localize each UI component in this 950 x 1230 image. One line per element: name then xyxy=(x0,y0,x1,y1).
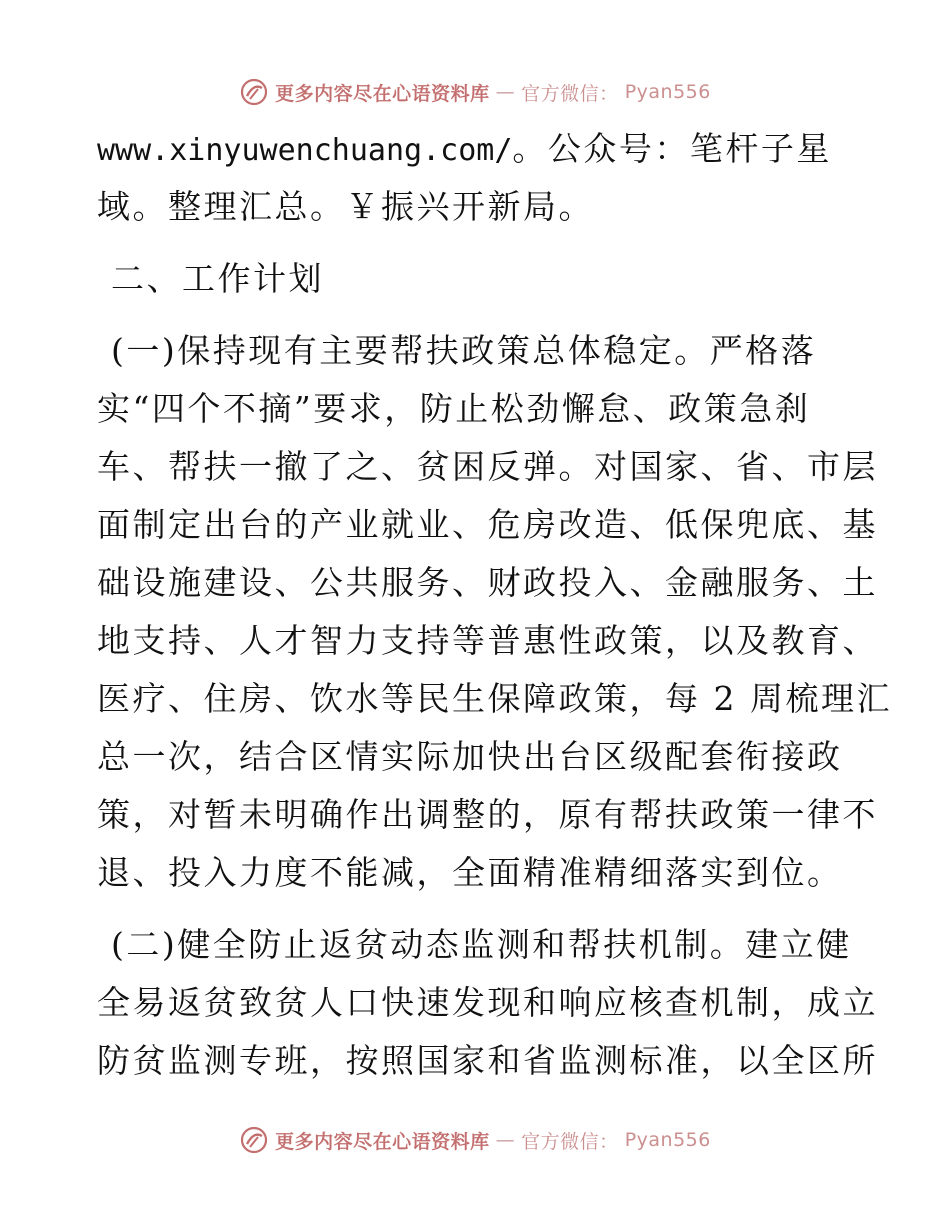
text-line: 域。整理汇总。￥振兴开新局。 xyxy=(97,187,594,226)
watermark-contact-id: Pyan556 xyxy=(624,81,711,103)
text-line: 防贫监测专班，按照国家和省监测标准，以全区所 xyxy=(97,1041,878,1080)
text-line: 实“四个不摘”要求，防止松劲懈怠、政策急刹 xyxy=(97,389,811,428)
watermark-title: 更多内容尽在心语资料库 xyxy=(275,82,490,105)
brand-logo-icon xyxy=(239,77,269,107)
document-body xyxy=(97,120,892,1090)
watermark-contact-label: 官方微信： xyxy=(521,1130,619,1153)
watermark-separator: — xyxy=(495,81,516,103)
text-line: 全易返贫致贫人口快速发现和响应核查机制，成立 xyxy=(97,983,878,1022)
text-line: 础设施建设、公共服务、财政投入、金融服务、土 xyxy=(97,563,878,602)
text-line: 面制定出台的产业就业、危房改造、低保兜底、基 xyxy=(97,505,878,544)
footer-watermark xyxy=(0,1120,950,1160)
watermark-contact-id: Pyan556 xyxy=(624,1129,711,1151)
watermark-title: 更多内容尽在心语资料库 xyxy=(275,1130,490,1153)
text-line: 策，对暂未明确作出调整的，原有帮扶政策一律不 xyxy=(97,795,878,834)
brand-logo-icon xyxy=(239,1125,269,1155)
text-line: 总一次，结合区情实际加快出台区级配套衔接政 xyxy=(97,737,843,776)
header-watermark xyxy=(0,72,950,112)
paragraph-first-line: (二)健全防止返贫动态监测和帮扶机制。建立健 xyxy=(111,925,852,964)
website-url: www.xinyuwenchuang.com/ xyxy=(97,133,513,168)
text-line: 地支持、人才智力支持等普惠性政策，以及教育、 xyxy=(97,621,878,660)
text-line: 医疗、住房、饮水等民生保障政策，每 2 周梳理汇 xyxy=(97,679,892,718)
text-line xyxy=(97,120,857,178)
text-line: 退、投入力度不能减，全面精准精细落实到位。 xyxy=(97,853,843,892)
line-text: 。公众号：笔杆子星 xyxy=(512,129,832,168)
text-line: 车、帮扶一撤了之、贫困反弹。对国家、省、市层 xyxy=(97,447,878,486)
section-heading: 二、工作计划 xyxy=(111,259,324,298)
paragraph-first-line: (一)保持现有主要帮扶政策总体稳定。严格落 xyxy=(111,331,817,370)
watermark-contact-label: 官方微信： xyxy=(521,82,619,105)
watermark-separator: — xyxy=(495,1129,516,1151)
